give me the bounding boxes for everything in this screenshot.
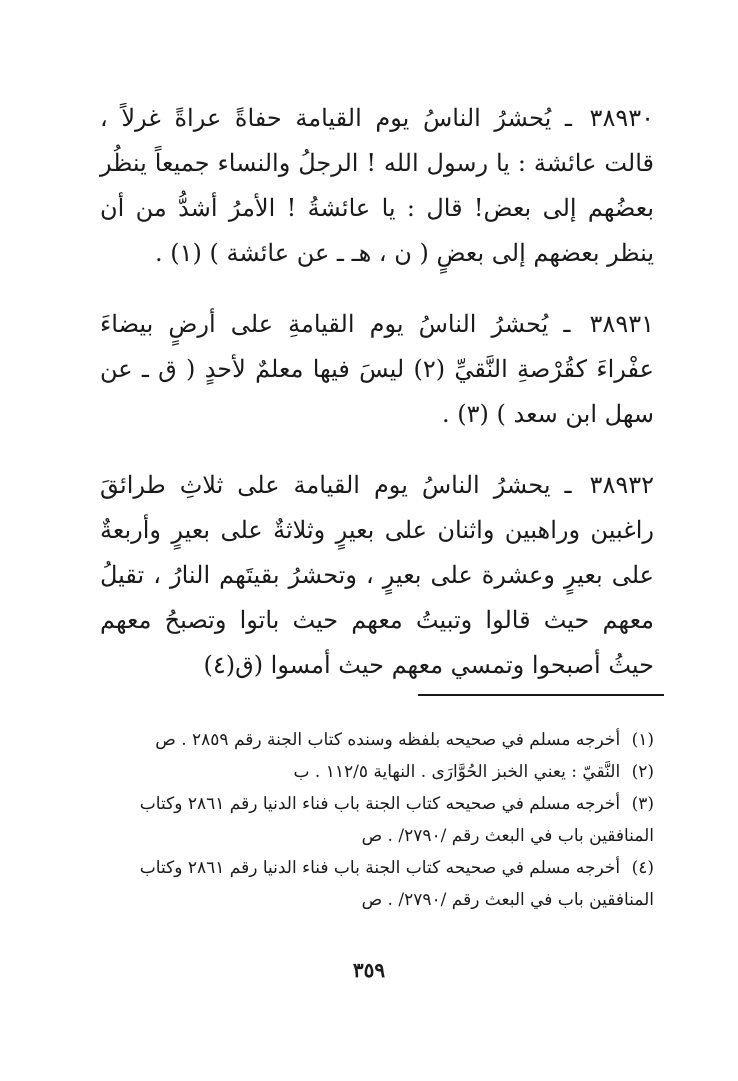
footnote-item bbox=[100, 756, 654, 788]
footnotes-section bbox=[100, 724, 654, 916]
footnote-marker: (٣) bbox=[631, 794, 654, 814]
hadith-entry bbox=[100, 96, 654, 276]
hadith-number: ٣٨٩٣١ bbox=[589, 310, 654, 338]
footnote-text: أخرجه مسلم في صحيحه كتاب الجنة باب فناء الدنيا رقم ٢٨٦١ وكتاب المنافقين باب في البعث رقم /٢٧٩٠/ . ص bbox=[139, 794, 654, 846]
footnote-marker: (٢) bbox=[631, 762, 654, 782]
hadith-text: ـ يُحشرُ الناسُ يوم القيامةِ على أرضٍ بيضاءَ عفْراءَ كقُرْصةِ النَّقيِّ (٢) ليسَ فيها معلمٌ لأحدٍ ( ق ـ عن سهل ابن سعد ) (٣) . bbox=[100, 310, 655, 428]
footnote-divider bbox=[418, 694, 664, 696]
hadith-text: ـ يحشرُ الناسُ يوم القيامة على ثلاثِ طرائقَ راغبين وراهبين واثنان على بعيرٍ وثلاثةٌ على بعيرٍ وأربعةٌ على بعيرٍ وعشرة على بعيرٍ ، وتحشرُ بقيتَهم النارُ ، تقيلُ معهم حيث قالوا وتبيتُ معهم حيث باتوا وتصبحُ معهم حيثُ أصبحوا وتمسي معهم حيث أمسوا (ق(٤) bbox=[100, 471, 654, 679]
hadith-list bbox=[100, 96, 654, 714]
footnote-text: أخرجه مسلم في صحيحه كتاب الجنة باب فناء الدنيا رقم ٢٨٦١ وكتاب المنافقين باب في البعث رقم /٢٧٩٠/ . ص bbox=[139, 858, 654, 910]
footnote-text: النَّقيّ : يعني الخبز الحُوَّارَى . النهاية ١١٢/٥ . ب bbox=[293, 762, 621, 782]
hadith-entry bbox=[100, 302, 654, 437]
hadith-text: ـ يُحشرُ الناسُ يوم القيامة حفاةً عراةً غرلاً ، قالت عائشة : يا رسول الله ! الرجلُ والنساء جميعاً ينظُر بعضُهم إلى بعض! قال : يا عائشةُ ! الأمرُ أشدُّ من أن ينظر بعضهم إلى بعضٍ ( ن ، هـ ـ عن عائشة ) (١) . bbox=[100, 104, 654, 267]
hadith-number: ٣٨٩٣٠ bbox=[589, 104, 654, 132]
hadith-entry bbox=[100, 463, 654, 688]
footnote-marker: (١) bbox=[631, 730, 654, 750]
footnote-item bbox=[100, 788, 654, 852]
hadith-number: ٣٨٩٣٢ bbox=[589, 471, 654, 499]
page-number: ٣٥٩ bbox=[352, 958, 386, 982]
footnote-item bbox=[100, 852, 654, 916]
footnote-text: أخرجه مسلم في صحيحه بلفظه وسنده كتاب الجنة رقم ٢٨٥٩ . ص bbox=[155, 730, 621, 750]
footnote-marker: (٤) bbox=[631, 858, 654, 878]
footnote-item bbox=[100, 724, 654, 756]
